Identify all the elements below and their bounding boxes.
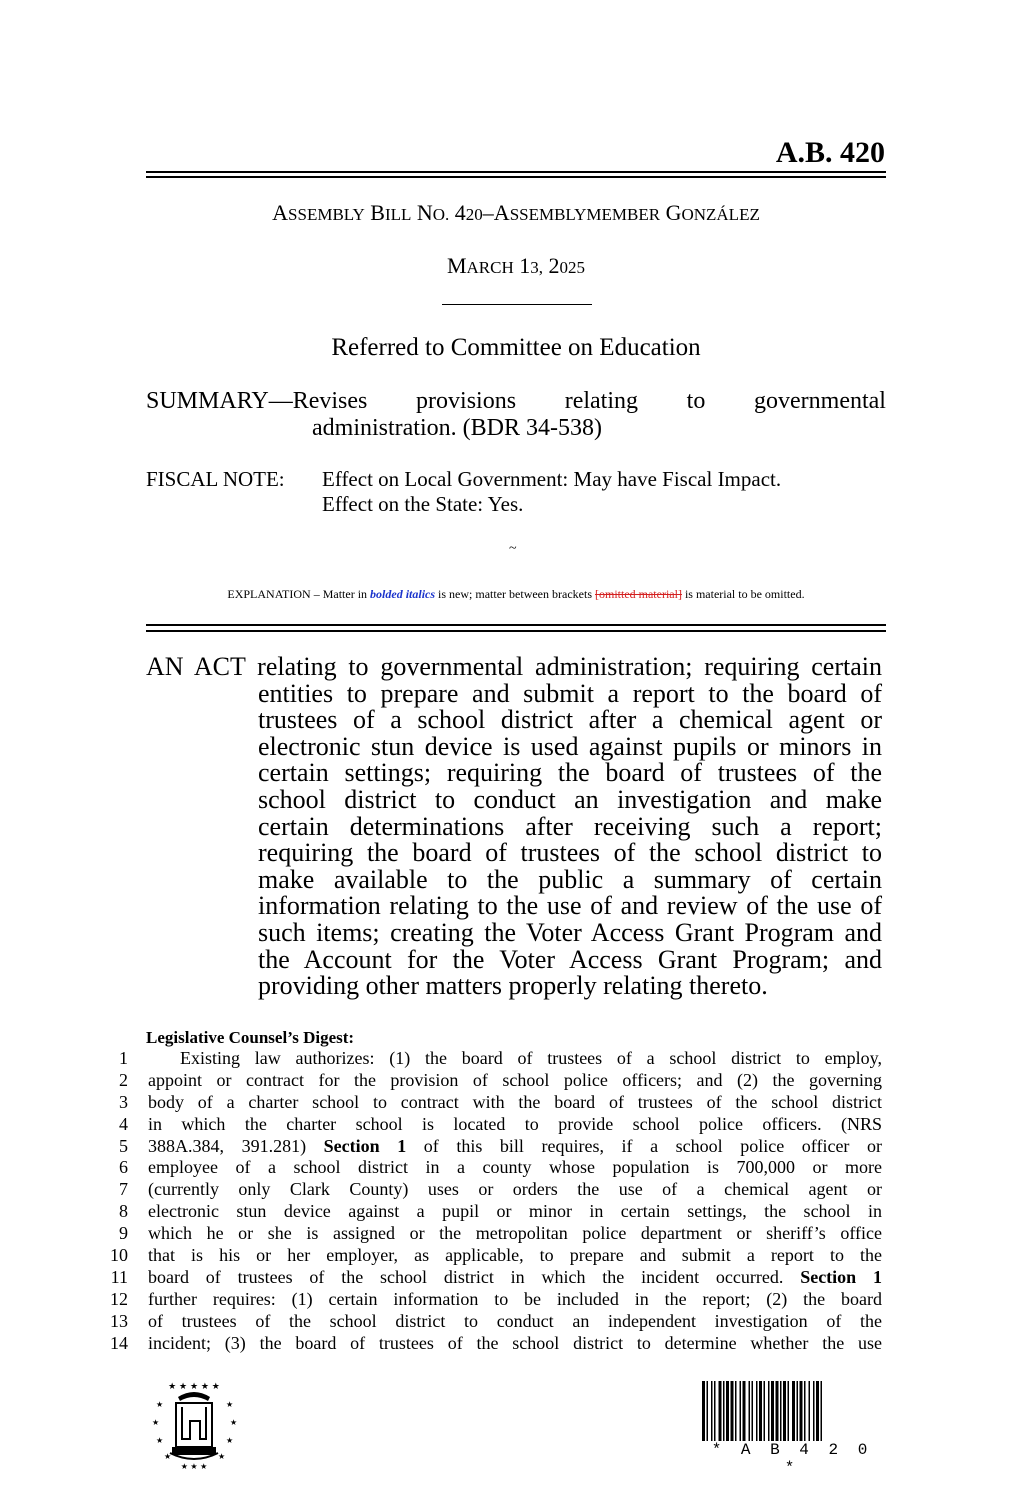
act-line: providing other matters properly relating thereto. (258, 971, 768, 1001)
barcode-bar (813, 1381, 815, 1441)
barcode-bar (756, 1381, 758, 1441)
explanation-omitted-sample: [omitted material] (594, 587, 682, 601)
summary (146, 388, 886, 442)
act-line: AN ACT relating to governmental administration; requiring certain (146, 652, 882, 681)
line-number: 5 (119, 1135, 128, 1156)
digest-line (96, 1311, 882, 1333)
line-number: 8 (119, 1201, 128, 1222)
barcode-bar (809, 1381, 811, 1441)
digest-text: (currently only Clark County) uses or orders the use of a chemical agent or (148, 1179, 882, 1200)
digest-text: employee of a school district in a county whose population is 700,000 or more (148, 1157, 882, 1178)
barcode-bar (749, 1381, 751, 1441)
barcode-bar (759, 1381, 762, 1441)
barcode-bar (797, 1381, 799, 1441)
digest-text: Existing law authorizes: (1) the board of trustees of a school district to employ, (180, 1048, 882, 1068)
digest-text: board of trustees of the school district in which the incident occurred. Section 1 (148, 1266, 882, 1287)
digest-text: which he or she is assigned or the metropolitan police department or sheriff’s office (148, 1223, 882, 1244)
barcode-bar (711, 1381, 713, 1441)
digest-line (96, 1070, 882, 1092)
barcode-bar (743, 1381, 746, 1441)
bill-date: MARCH 13, 2025 (446, 253, 586, 278)
digest-line (96, 1179, 882, 1201)
barcode-bar (821, 1381, 823, 1441)
act-line: information relating to the use of and review of the use of (258, 891, 882, 921)
act-line: the Account for the Voter Access Grant Program; and (258, 944, 882, 974)
digest-text: incident; (3) the board of trustees of the school district to determine whether the use (148, 1332, 882, 1353)
digest-title: Legislative Counsel’s Digest: (146, 1028, 355, 1047)
date-divider (442, 304, 592, 305)
explanation-prefix: EXPLANATION – Matter in (227, 587, 371, 601)
explanation-note (146, 587, 886, 602)
barcode-bar (804, 1381, 806, 1441)
barcode-bar (723, 1381, 725, 1441)
explanation-suffix: is material to be omitted. (681, 587, 805, 601)
barcode-bar (752, 1381, 754, 1441)
summary-word: relating (564, 388, 639, 414)
barcode-bar (776, 1381, 779, 1441)
digest-text: of trustees of the school district to conduct an independent investigation of the (148, 1310, 882, 1331)
digest-line (96, 1223, 882, 1245)
svg-text:★: ★ (226, 1400, 234, 1409)
digest-text: in which the charter school is located to provide school police officers. (NRS (148, 1113, 882, 1134)
svg-text:★ ★ ★ ★ ★: ★ ★ ★ ★ ★ (168, 1382, 220, 1392)
act-line: entities to prepare and submit a report to the board of (258, 678, 882, 708)
digest-line (96, 1333, 882, 1355)
act-line: requiring the board of trustees of the school district to (258, 838, 882, 868)
barcode-icon (702, 1381, 882, 1441)
digest-text: appoint or contract for the provision of school police officers; and (2) the governing (148, 1069, 882, 1090)
barcode-bar (792, 1381, 795, 1441)
summary-word: to (686, 388, 706, 414)
svg-text:★ ★ ★: ★ ★ ★ (180, 1462, 208, 1469)
barcode-bar (764, 1381, 766, 1441)
act-line: trustees of a school district after a chemical agent or (258, 705, 882, 735)
fiscal-local-effect: Effect on Local Government: May have Fiscal Impact. (322, 467, 782, 491)
line-number: 13 (110, 1310, 128, 1331)
act-title (146, 654, 882, 1000)
explanation-middle: is new; matter between brackets (435, 587, 595, 601)
digest-text: that is his or her employer, as applicable, to prepare and submit a report to the (148, 1245, 882, 1266)
bill-number: A.B. 420 (775, 136, 885, 169)
svg-text:★: ★ (156, 1436, 164, 1445)
fiscal-state-effect: Effect on the State: Yes. (322, 492, 524, 516)
barcode-bar (780, 1381, 782, 1441)
digest-line (96, 1092, 882, 1114)
act-line: make available to the public a summary of certain (258, 864, 882, 894)
svg-text:★: ★ (152, 1418, 160, 1427)
fiscal-note-label: FISCAL NOTE: (146, 467, 285, 491)
act-line: such items; creating the Voter Access Grant Program and (258, 917, 882, 947)
barcode-bar (719, 1381, 722, 1441)
top-rule (146, 171, 886, 173)
digest-body (96, 1048, 882, 1354)
svg-text:★: ★ (226, 1436, 234, 1445)
barcode-text: * A B 4 2 0 * (711, 1441, 873, 1477)
line-number: 6 (119, 1157, 128, 1178)
barcode-bar (707, 1381, 709, 1441)
digest-text: body of a charter school to contract with the board of trustees of the school district (148, 1091, 882, 1112)
line-number: 2 (119, 1069, 128, 1090)
act-line: certain determinations after receiving such a report; (258, 811, 882, 841)
act-line: school district to conduct an investigation and make (258, 784, 882, 814)
tilde-separator: ~ (509, 541, 517, 556)
line-number: 7 (119, 1179, 128, 1200)
digest-text: further requires: (1) certain information to be included in the report; (2) the board (148, 1288, 882, 1309)
barcode-bar (735, 1381, 737, 1441)
act-line: electronic stun device is used against pupils or minors in (258, 731, 882, 761)
barcode-bar (740, 1381, 742, 1441)
digest-line (96, 1267, 882, 1289)
digest-line (96, 1245, 882, 1267)
section-rule-double (146, 630, 886, 632)
line-number: 9 (119, 1223, 128, 1244)
assembly-bill-line: ASSEMBLY BILL NO. 420–ASSEMBLYMEMBER GONZÁLEZ (272, 200, 760, 225)
svg-text:★: ★ (230, 1418, 238, 1427)
summary-word: provisions (416, 388, 517, 414)
digest-line (96, 1201, 882, 1223)
digest-line (96, 1157, 882, 1179)
committee-referral: Referred to Committee on Education (331, 334, 701, 361)
line-number: 14 (110, 1332, 128, 1353)
act-line: certain settings; requiring the board of trustees of the (258, 758, 882, 788)
barcode-bar (788, 1381, 790, 1441)
summary-word: SUMMARY—Revises (146, 388, 368, 414)
svg-text:★: ★ (218, 1452, 226, 1461)
barcode-bar (771, 1381, 774, 1441)
line-number: 10 (110, 1245, 128, 1266)
digest-line (96, 1289, 882, 1311)
fiscal-note (146, 467, 886, 517)
barcode-bar (816, 1381, 819, 1441)
digest-text: electronic stun device against a pupil or minor in certain settings, the school in (148, 1201, 882, 1222)
barcode-bar (731, 1381, 734, 1441)
summary-first-line (146, 388, 886, 415)
digest-line (96, 1136, 882, 1158)
line-number: 1 (119, 1048, 128, 1068)
line-number: 4 (119, 1113, 128, 1134)
section-rule (146, 624, 886, 626)
digest-line (96, 1114, 882, 1136)
barcode-bar (800, 1381, 803, 1441)
explanation-new-sample: bolded italics (370, 587, 436, 601)
line-number: 11 (110, 1266, 128, 1287)
barcode-bar (783, 1381, 786, 1441)
barcode-bar (714, 1381, 716, 1441)
summary-continuation: administration. (BDR 34-538) (312, 415, 602, 441)
barcode-bar (702, 1381, 705, 1441)
digest-text: 388A.384, 391.281) Section 1 of this bill requires, if a school police officer or (148, 1135, 882, 1156)
svg-text:★: ★ (156, 1400, 164, 1409)
line-number: 12 (110, 1288, 128, 1309)
barcode-bar (726, 1381, 729, 1441)
summary-word: governmental (754, 388, 886, 414)
nevada-seal-icon (148, 1377, 240, 1469)
digest-line (96, 1048, 882, 1070)
svg-text:★: ★ (164, 1452, 172, 1461)
top-rule-double (146, 176, 886, 178)
barcode-bar (768, 1381, 770, 1441)
line-number: 3 (119, 1091, 128, 1112)
